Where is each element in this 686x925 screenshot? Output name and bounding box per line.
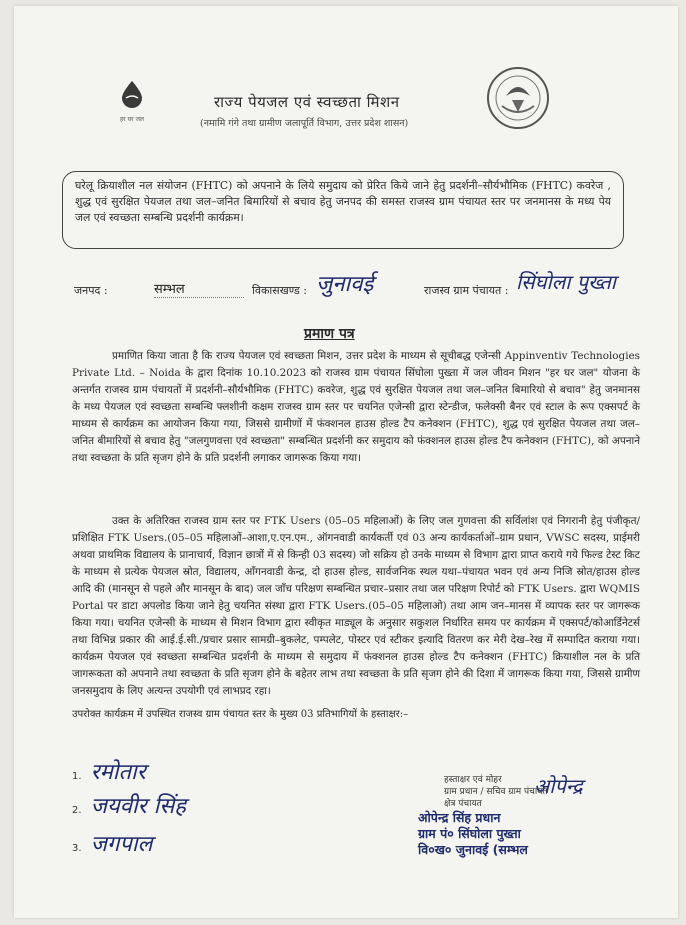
signature-row bbox=[72, 756, 146, 786]
signature-name: जयवीर सिंह bbox=[90, 794, 186, 819]
signature-number: 3. bbox=[72, 843, 82, 854]
signature-number: 1. bbox=[72, 771, 82, 782]
page-title: राज्य पेयजल एवं स्वच्छता मिशन bbox=[214, 93, 400, 111]
pradhan-signature: ओपेन्द्र bbox=[534, 774, 583, 798]
stamp-line: ओपेन्द्र सिंह प्रधान bbox=[418, 810, 501, 825]
signatures-intro: उपरोक्त कार्यक्रम में उपस्थित राजस्व ग्राम पंचायत स्तर के मुख्य 03 प्रतिभागियों के हस्ताक्षर:– bbox=[72, 709, 409, 720]
subject-box bbox=[62, 171, 624, 249]
gram-panchayat-value: सिंघोला पुख्ता bbox=[516, 270, 616, 294]
signing-authority-block bbox=[444, 774, 548, 810]
paragraph-1-text: प्रमाणित किया जाता है कि राज्य पेयजल एवं स्वच्छता मिशन, उत्तर प्रदेश के माध्यम से सूचीबद्ध एजेन्सी Appinventiv Technologies Private Ltd. – Noida के द्वारा दिनांक 10.10.2023 को राजस्व ग्राम पंचायत सिंघोला पुख्ता में जल जीवन मिशन "हर घर जल" योजना के अन्तर्गत राजस्व ग्राम पंचायतों में प्रदर्शनी–सौर्यभौमिक (FHTC) कवरेज, शुद्ध एवं सुरक्षित पेयजल तथा जल–जनित बिमारियो से बचाव" हेतु जनमानस के मध्य पेयजल एवं स्वच्छता सम्बन्धि फ्लशीनी कक्षम राजस्व ग्राम स्तर पर चयनित एजेन्सी द्वारा स्टेन्डीज, फलेक्सी बैनर एवं स्टाल के रूप एक्सपर्ट के माध्यम से कार्यक्रम का आयोजन किया गया, जिससे ग्रामीणों में फंक्शनल हाउस होल्ड टैप कनेक्शन (FHTC), शुद्ध एवं सुरक्षित पेयजल तथा जल–जनित बीमारियों से बचाव हेतु "जलगुणवत्ता एवं स्वच्छता" सम्बन्धित प्रदर्शनी कर समुदाय को फंक्शनल हाउस होल्ड टैप कनेक्शन (FHTC), को अपनाने तथा स्वच्छता के प्रति सृजग होने के प्रति प्रदर्शनी लगाकर जागरूक किया गया। bbox=[72, 350, 640, 464]
signature-number: 2. bbox=[72, 805, 82, 816]
paragraph-2-text: उक्त के अतिरिक्त राजस्व ग्राम स्तर पर FTK Users (05–05 महिलाओं) के लिए जल गुणवत्ता की सर्विलांश एवं निगरानी हेतु पंजीकृत/प्रशिक्षित FTK Users.(05–05 महिलाओं–आशा,ए.एन.एम., ऑगनवाडी कार्यकर्ती एवं 03 अन्य कार्यकर्ताओं–ग्राम प्रधान, VWSC सदस्य, प्राईमरी अथवा प्राथमिक विद्यालय के प्रानाचार्य, विज्ञान छात्रों में से किन्ही 03 सदस्य) जो सक्रिय हो उनके माध्यम से विभाग द्वारा प्राप्त कराये गये फिल्ड टेस्ट किट के माध्यम से प्रत्येक पेयजल स्रोत, विद्यालय, आँगनवाडी केन्द्र, दो हाउस होल्ड, सार्वजनिक स्थल यथा–पंचायत भवन एवं अन्य निजि स्रोत/हाउस होल्ड आदि की (मानसून से पहले और मानसून के बाद) जल जाँच परिक्षण सम्बन्धित प्रचार–प्रसार तथा जल परिक्षण रिपोर्ट को FTK Users. द्वारा WQMIS Portal पर डाटा अपलोड किया जाने हेतु चयनित संस्था द्वारा FTK Users.(05–05 महिलाओ) तथा आम जन–मानस में व्यापक स्तर पर जागरूक किया गया। चयनित एजेन्सी के माध्यम से मिशन विभाग द्वारा स्वीकृत माड्यूल के अनुसार सकुशल निर्धारित समय पर कार्यक्रम में एक्सपर्ट/कोआर्डिनेटर्स तथा विभिन्न प्रकार की आई.ई.सी./प्रचार प्रसार सामग्री–बुकलेट, पम्पलेट, पोस्टर एवं स्टीकर इत्यादि वितरण कर मेरी देख–रेख में सम्पादित कराया गया। कार्यक्रम पेयजल एवं स्वच्छता सम्बन्धित प्रदर्शनी के माध्यम से समुदाय में फंक्शनल हाउस होल्ड टैप कनेक्शन (FHTC) क्रियाशील नल के प्रति जागरूकता को अपनाने तथा स्वच्छता के प्रति सृजग होने के बहेतर लाभ तथा स्वच्छता के प्रति सृजग होने की दिशा में जागरूक किया गया, जिससे ग्रामीण जनसमुदाय के लिए अत्यन्त उपयोगी एवं लाभप्रद रहा। bbox=[72, 515, 640, 697]
subject-text: घरेलू क्रियाशील नल संयोजन (FHTC) को अपनाने के लिये समुदाय को प्रेरित किये जाने हेतु प्रदर्शनी–सौर्यभौमिक (FHTC) कवरेज , शुद्ध एवं सुरक्षित पेयजल तथा जल–जनित बिमारियों से बचाव हेतु जनपद की समस्त राजस्व ग्राम पंचायत स्तर पर जनमानस के मध्य पेय जल एवं स्वच्छता सम्बन्धि प्रदर्शनी कार्यक्रम। bbox=[75, 179, 611, 224]
signature-row bbox=[72, 828, 152, 858]
janpad-value: सम्भल bbox=[154, 279, 244, 298]
signature-name: जगपाल bbox=[90, 832, 153, 857]
jal-mission-logo bbox=[112, 80, 152, 123]
janpad-label: जनपद : bbox=[74, 284, 108, 297]
certificate-heading: प्रमाण पत्र bbox=[304, 326, 355, 342]
vikaskhand-label: विकासखण्ड : bbox=[252, 284, 308, 297]
vikaskhand-value: जुनावई bbox=[316, 272, 374, 297]
up-govt-emblem-icon bbox=[486, 66, 550, 130]
signing-authority-line: ग्राम प्रधान / सचिव ग्राम पंचायत bbox=[444, 787, 548, 797]
stamp-line: ग्राम पं० सिंघोला पुख्ता bbox=[418, 826, 521, 841]
paragraph-2 bbox=[72, 513, 640, 700]
page-subtitle: (नमामि गंगे तथा ग्रामीण जलापूर्ति विभाग, उत्तर प्रदेश शासन) bbox=[200, 118, 409, 129]
signature-row bbox=[72, 790, 186, 820]
stamp-line: वि०ख० जुनावई (सम्भल bbox=[418, 842, 528, 857]
signing-authority-line: क्षेत्र पंचायत bbox=[444, 799, 482, 809]
signature-name: रमोतार bbox=[90, 760, 146, 785]
signing-authority-line: हस्ताक्षर एवं मोहर bbox=[444, 775, 502, 785]
certificate-page bbox=[14, 6, 678, 918]
gram-panchayat-label: राजस्व ग्राम पंचायत : bbox=[424, 284, 509, 297]
pradhan-stamp bbox=[418, 810, 528, 858]
logo-caption: हर घर जल bbox=[120, 116, 144, 123]
paragraph-1 bbox=[72, 348, 640, 467]
water-drop-icon bbox=[119, 80, 145, 108]
